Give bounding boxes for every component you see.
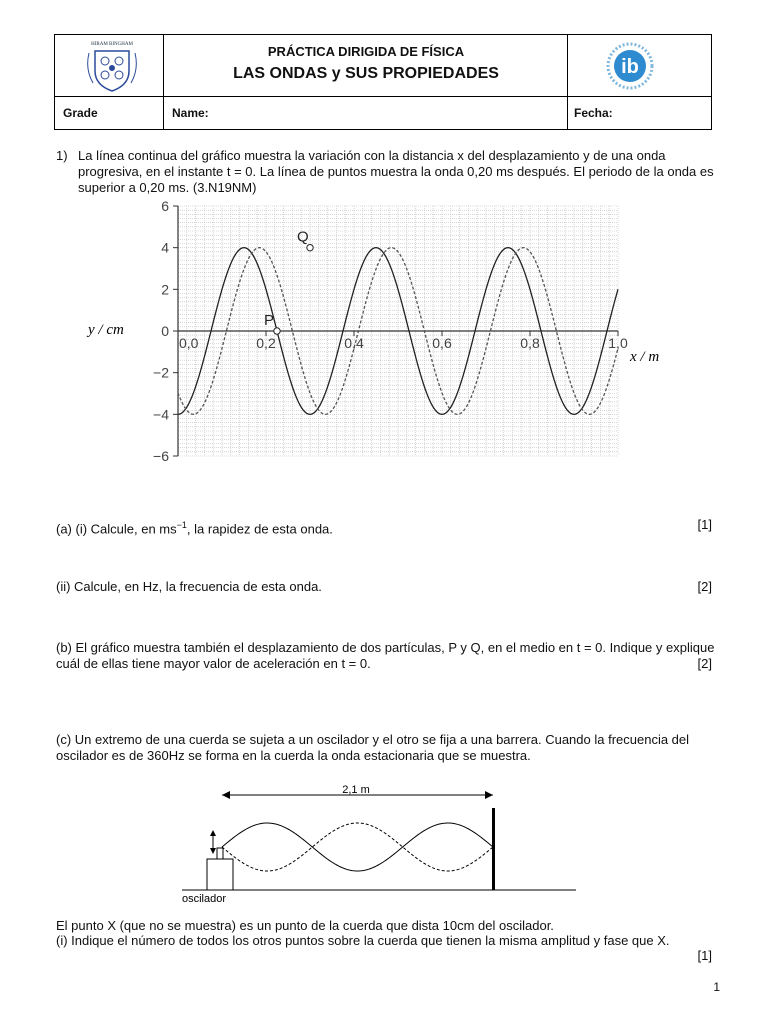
question-a-i-text: (a) (i) Calcule, en ms	[56, 521, 177, 537]
page-number: 1	[713, 980, 720, 994]
question-a-ii: (ii) Calcule, en Hz, la frecuencia de esta onda.	[56, 579, 322, 594]
length-label: 2,1 m	[342, 784, 370, 796]
arrow-head-right	[485, 791, 493, 799]
oscillator-box	[207, 859, 233, 890]
x-tick-label: 0,2	[256, 335, 276, 351]
marks-b: [2]	[697, 656, 712, 671]
arrow-head-down	[210, 848, 216, 854]
header-title-row	[55, 35, 711, 97]
date-label: Fecha:	[574, 106, 613, 120]
y-tick-label: −2	[153, 364, 169, 381]
fixed-barrier	[492, 808, 495, 890]
divider	[567, 96, 568, 130]
x-tick-label: 0,4	[344, 335, 364, 351]
oscillator-rod	[217, 848, 223, 859]
question-a-i	[56, 517, 333, 537]
wave-graph	[0, 195, 768, 495]
point-p-marker	[274, 328, 280, 334]
x-tick-label: 0,0	[179, 335, 199, 351]
divider	[163, 96, 164, 130]
header-info-row	[55, 96, 711, 130]
question-a-i-rest: , la rapidez de esta onda.	[186, 521, 333, 537]
x-axis-label: x / m	[630, 349, 660, 365]
school-logo-text: HIRAM BINGHAM	[91, 42, 133, 47]
question-b: (b) El gráfico muestra también el desplazamiento de dos partículas, P y Q, en el medio en t = 0. Indique y explique cuál de ellas tiene mayor valor de aceleración en t = 0.	[56, 640, 715, 671]
y-tick-label: 2	[161, 281, 169, 298]
ib-logo-icon	[603, 41, 657, 91]
marks-a-ii: [2]	[697, 579, 712, 594]
name-label: Name:	[172, 106, 209, 120]
grade-label: Grade	[63, 106, 98, 120]
unit-exponent: −1	[176, 520, 187, 530]
ib-logo-text: ib	[621, 56, 639, 78]
x-tick-label: 0,8	[520, 335, 540, 351]
school-crest-icon	[83, 39, 141, 93]
worksheet-subtitle: LAS ONDAS y SUS PROPIEDADES	[233, 65, 499, 82]
question-number: 1)	[56, 148, 68, 163]
y-tick-label: 0	[161, 323, 169, 339]
standing-wave-diagram	[180, 782, 580, 902]
question-c-i: (i) Indique el número de todos los otros puntos sobre la cuerda que tienen la misma amplitud y fase que X.	[56, 933, 670, 948]
y-tick-label: 4	[161, 239, 169, 256]
arrow-head-up	[210, 830, 216, 836]
y-tick-label: 6	[161, 198, 169, 214]
point-q-label: Q	[297, 228, 309, 246]
standing-wave-dashed	[222, 823, 493, 871]
x-tick-label: 0,6	[432, 335, 452, 351]
y-tick-label: −4	[153, 406, 169, 423]
point-p-label: P	[264, 312, 275, 329]
x-tick-label: 1,0	[608, 335, 628, 351]
oscillator-label: oscilador	[182, 893, 227, 902]
y-tick-label: −6	[153, 448, 169, 464]
y-axis-label: y / cm	[88, 322, 124, 338]
worksheet-title: PRÁCTICA DIRIGIDA DE FÍSICA	[267, 44, 465, 59]
arrow-head-left	[222, 791, 230, 799]
question-c: (c) Un extremo de una cuerda se sujeta a un oscilador y el otro se fija a una barrera. Cuando la frecuencia del oscilador es de 360Hz se forma en la cuerda la onda estacionaria que se muestra.	[56, 732, 690, 763]
question-1-text: La línea continua del gráfico muestra la variación con la distancia x del desplazamiento y de una onda progresiva, en el instante t = 0. La línea de puntos muestra la onda 0,20 ms después. El periodo de la onda es superior a 0,20 ms. (3.N19NM)	[78, 148, 714, 195]
marks-c-i: [1]	[697, 948, 712, 963]
standing-wave-solid	[222, 823, 493, 871]
marks-a-i: [1]	[697, 517, 712, 532]
point-x-text: El punto X (que no se muestra) es un punto de la cuerda que dista 10cm del oscilador.	[56, 918, 554, 933]
header-table	[54, 34, 712, 130]
